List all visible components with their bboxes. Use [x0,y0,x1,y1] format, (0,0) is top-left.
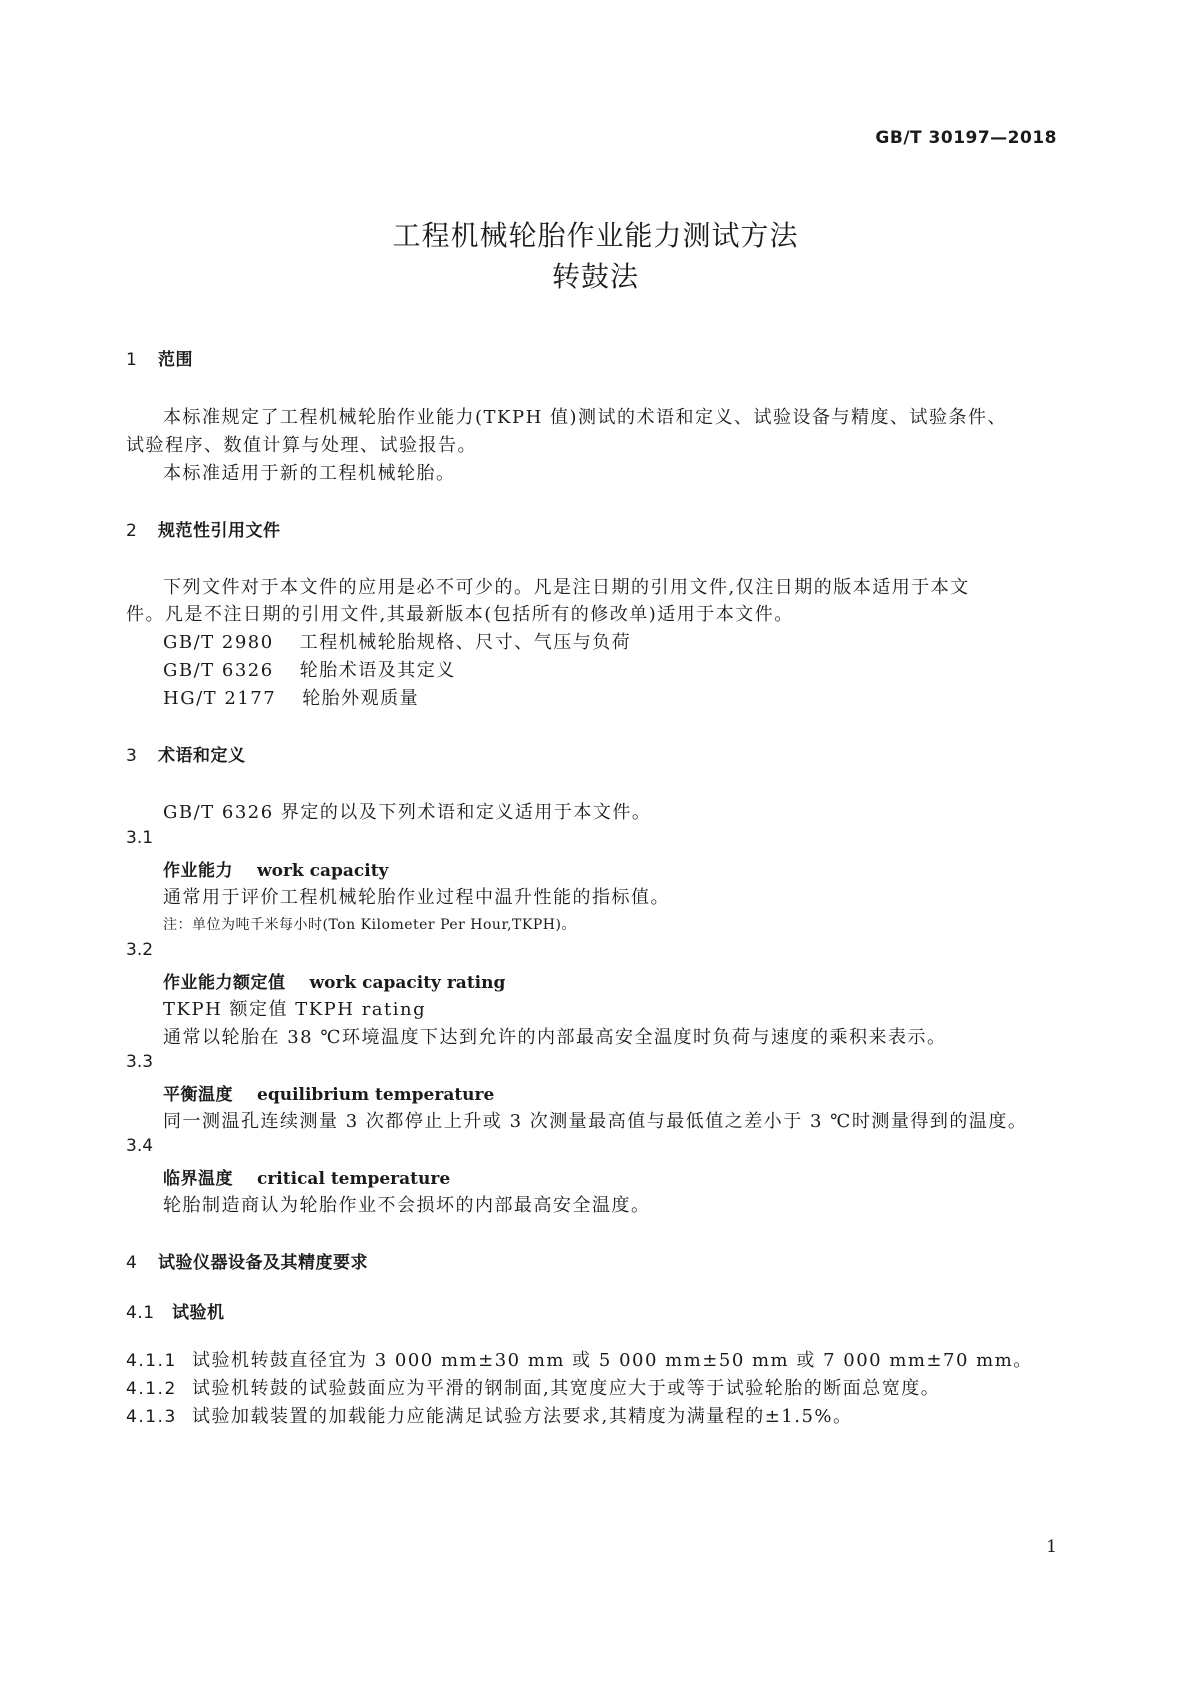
section-4-heading [126,1248,368,1273]
clause-text: 试验机转鼓直径宜为 3 000 mm±30 mm 或 5 000 mm±50 mm 或 7 000 mm±70 mm。 [192,1350,1033,1371]
term-heading [163,1164,450,1189]
term-definition: 同一测温孔连续测量 3 次都停止上升或 3 次测量最高值与最低值之差小于 3 ℃时测量得到的温度。 [163,1111,1028,1132]
term-number: 3.4 [126,1136,154,1156]
clause-line [126,1346,1033,1372]
term-zh: 平衡温度 [163,1085,233,1105]
reference-code: GB/T 2980 [163,632,274,653]
term-heading [163,968,505,993]
term-definition: 通常用于评价工程机械轮胎作业过程中温升性能的指标值。 [163,887,670,908]
term-zh: 作业能力 [163,861,233,881]
section-number: 2 [126,521,138,541]
document-title: 工程机械轮胎作业能力测试方法 [392,219,799,252]
term-en: work capacity rating [309,973,506,993]
clause-text: 试验机转鼓的试验鼓面应为平滑的钢制面,其宽度应大于或等于试验轮胎的断面总宽度。 [192,1378,941,1399]
section-title: 范围 [158,350,193,370]
clause-line [126,1402,853,1428]
term-alternative: TKPH 额定值 TKPH rating [163,999,427,1020]
term-en: critical temperature [257,1169,451,1189]
section-number: 3 [126,746,138,766]
paragraph-line: 本标准适用于新的工程机械轮胎。 [163,463,456,484]
document-code: GB/T 30197—2018 [875,128,1057,148]
reference-item [163,684,419,710]
term-zh: 作业能力额定值 [163,973,286,993]
term-heading [163,856,388,881]
reference-item [163,628,631,654]
subsection-title: 试验机 [172,1303,225,1323]
subsection-4-1-heading [126,1298,225,1323]
section-1-heading [126,345,193,370]
section-2-heading [126,516,281,541]
term-en: work capacity [257,861,389,881]
section-3-heading [126,741,246,766]
clause-number: 4.1.3 [126,1407,177,1427]
clause-number: 4.1.2 [126,1379,177,1399]
paragraph-line: GB/T 6326 界定的以及下列术语和定义适用于本文件。 [163,802,652,823]
term-number: 3.1 [126,828,154,848]
reference-title: 工程机械轮胎规格、尺寸、气压与负荷 [299,632,632,653]
reference-code: HG/T 2177 [163,688,277,709]
term-definition: 轮胎制造商认为轮胎作业不会损坏的内部最高安全温度。 [163,1195,651,1216]
paragraph-line: 件。凡是不注日期的引用文件,其最新版本(包括所有的修改单)适用于本文件。 [126,604,794,625]
subsection-number: 4.1 [126,1303,155,1323]
clause-line [126,1374,940,1400]
section-title: 试验仪器设备及其精度要求 [158,1253,368,1273]
term-heading [163,1080,494,1105]
term-number: 3.3 [126,1052,154,1072]
term-definition: 通常以轮胎在 38 ℃环境温度下达到允许的内部最高安全温度时负荷与速度的乘积来表示。 [163,1027,947,1048]
reference-item [163,656,456,682]
section-number: 4 [126,1253,138,1273]
paragraph-line: 下列文件对于本文件的应用是必不可少的。凡是注日期的引用文件,仅注日期的版本适用于本文 [163,577,970,598]
section-title: 术语和定义 [158,746,246,766]
section-number: 1 [126,350,138,370]
document-subtitle: 转鼓法 [551,260,639,293]
clause-text: 试验加载装置的加载能力应能满足试验方法要求,其精度为满量程的±1.5%。 [192,1406,853,1427]
reference-title: 轮胎术语及其定义 [299,660,456,681]
section-title: 规范性引用文件 [158,521,281,541]
page-number: 1 [1046,1537,1057,1557]
paragraph-line: 本标准规定了工程机械轮胎作业能力(TKPH 值)测试的术语和定义、试验设备与精度、试验条件、 [163,407,1008,428]
clause-number: 4.1.1 [126,1351,177,1371]
term-note: 注：单位为吨千米每小时(Ton Kilometer Per Hour,TKPH)。 [163,917,576,933]
paragraph-line: 试验程序、数值计算与处理、试验报告。 [126,435,477,456]
term-zh: 临界温度 [163,1169,233,1189]
term-en: equilibrium temperature [257,1085,495,1105]
reference-title: 轮胎外观质量 [302,688,420,709]
term-number: 3.2 [126,940,154,960]
reference-code: GB/T 6326 [163,660,274,681]
